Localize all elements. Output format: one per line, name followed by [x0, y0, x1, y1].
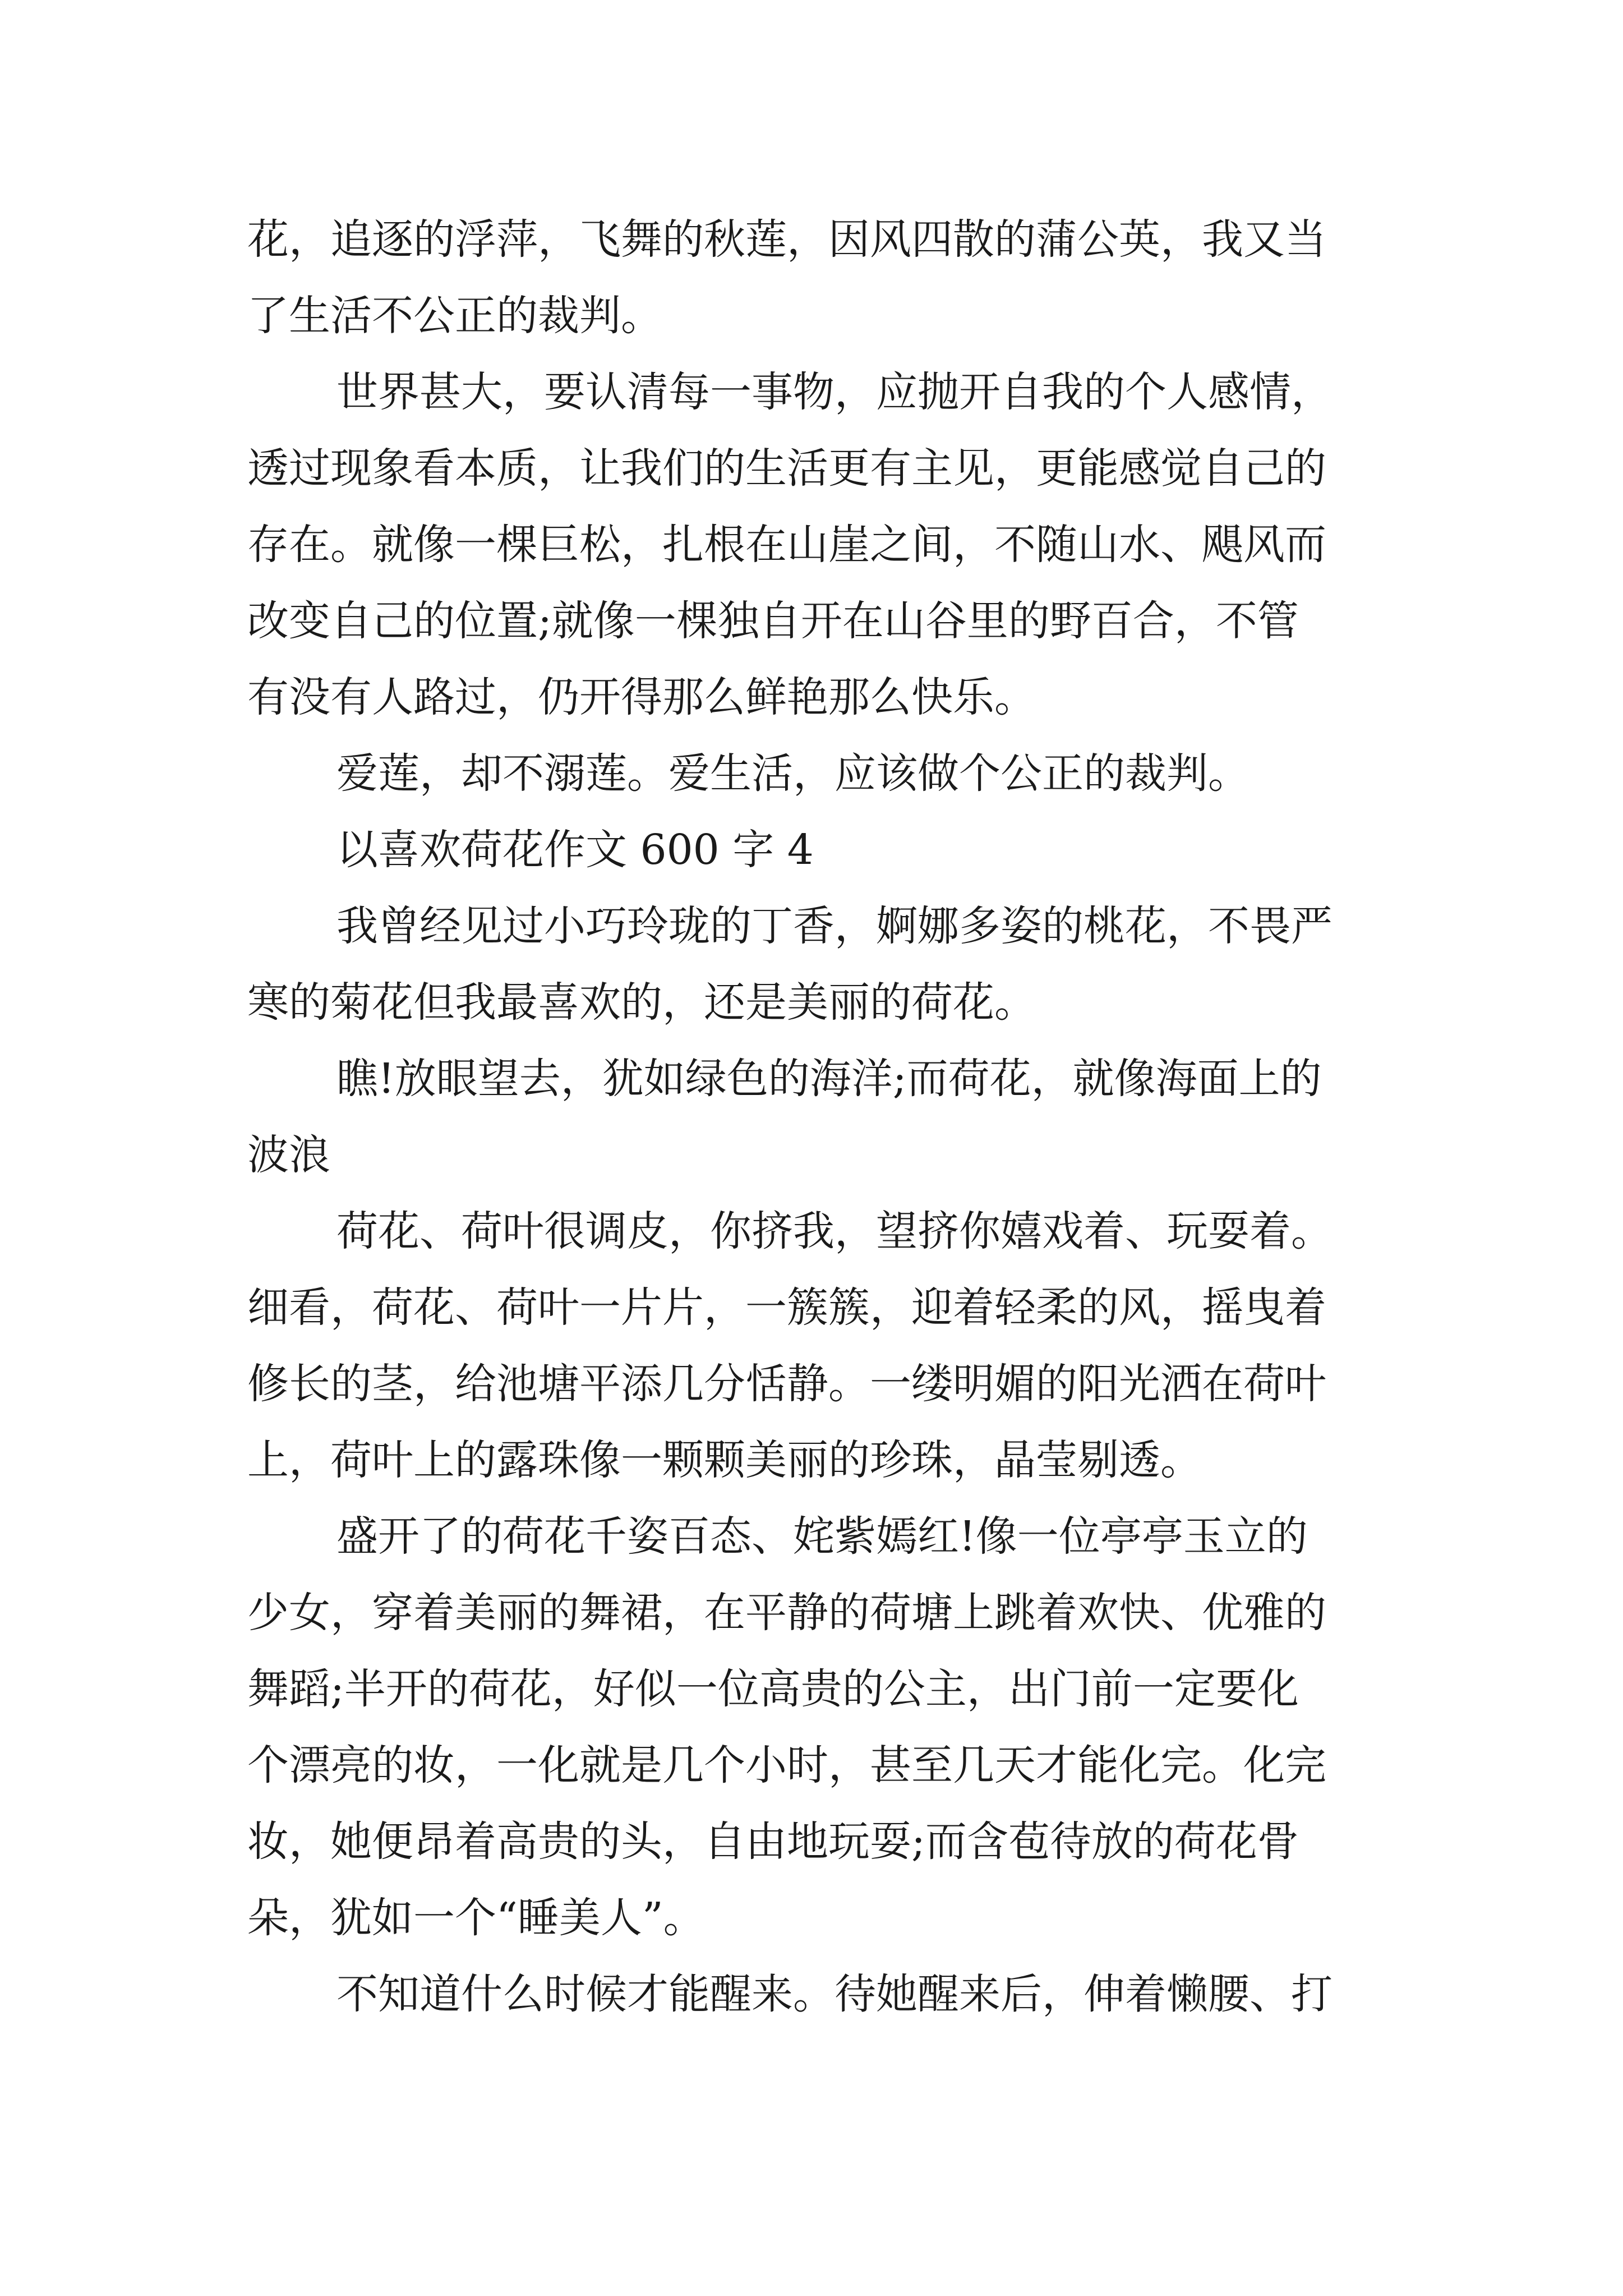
text-line: 舞蹈;半开的荷花，好似一位高贵的公主，出门前一定要化	[247, 1665, 1299, 1713]
text-line: 上，荷叶上的露珠像一颗颗美丽的珍珠，晶莹剔透。	[247, 1436, 1202, 1484]
text-line: 透过现象看本质，让我们的生活更有主见，更能感觉自己的	[247, 444, 1326, 493]
section-heading: 以喜欢荷花作文 600 字 4	[336, 826, 814, 874]
text-line: 细看，荷花、荷叶一片片，一簇簇，迎着轻柔的风，摇曳着	[247, 1283, 1326, 1332]
paragraph-start-line: 爱莲，却不溺莲。爱生活，应该做个公正的裁判。	[336, 749, 1249, 798]
text-line: 朵，犹如一个“睡美人”。	[247, 1894, 705, 1942]
paragraph-start-line: 盛开了的荷花千姿百态、姹紫嫣红!像一位亭亭玉立的	[336, 1512, 1308, 1561]
text-line: 有没有人路过，仍开得那么鲜艳那么快乐。	[247, 673, 1036, 721]
text-line: 修长的茎，给池塘平添几分恬静。一缕明媚的阳光洒在荷叶	[247, 1360, 1326, 1408]
paragraph-start-line: 瞧!放眼望去，犹如绿色的海洋;而荷花，就像海面上的	[336, 1055, 1322, 1103]
paragraph-start-line: 荷花、荷叶很调皮，你挤我，望挤你嬉戏着、玩耍着。	[336, 1207, 1332, 1255]
paragraph-start-line: 我曾经见过小巧玲珑的丁香，婀娜多姿的桃花，不畏严	[336, 902, 1332, 950]
text-line: 存在。就像一棵巨松，扎根在山崖之间，不随山水、飓风而	[247, 521, 1326, 569]
paragraph-start-line: 不知道什么时候才能醒来。待她醒来后，伸着懒腰、打	[336, 1970, 1332, 2018]
text-line: 了生活不公正的裁判。	[247, 292, 662, 340]
paragraph-start-line: 世界甚大，要认清每一事物，应抛开自我的个人感情，	[336, 368, 1332, 416]
text-line: 改变自己的位置;就像一棵独自开在山谷里的野百合，不管	[247, 597, 1299, 645]
text-line: 少女，穿着美丽的舞裙，在平静的荷塘上跳着欢快、优雅的	[247, 1589, 1326, 1637]
text-line: 寒的菊花但我最喜欢的，还是美丽的荷花。	[247, 978, 1036, 1027]
text-line: 妆，她便昂着高贵的头，自由地玩耍;而含苞待放的荷花骨	[247, 1818, 1299, 1866]
text-line: 花，追逐的浮萍，飞舞的秋莲，因风四散的蒲公英，我又当	[247, 215, 1326, 264]
text-line: 波浪	[247, 1131, 330, 1179]
text-line: 个漂亮的妆，一化就是几个小时，甚至几天才能化完。化完	[247, 1741, 1326, 1789]
